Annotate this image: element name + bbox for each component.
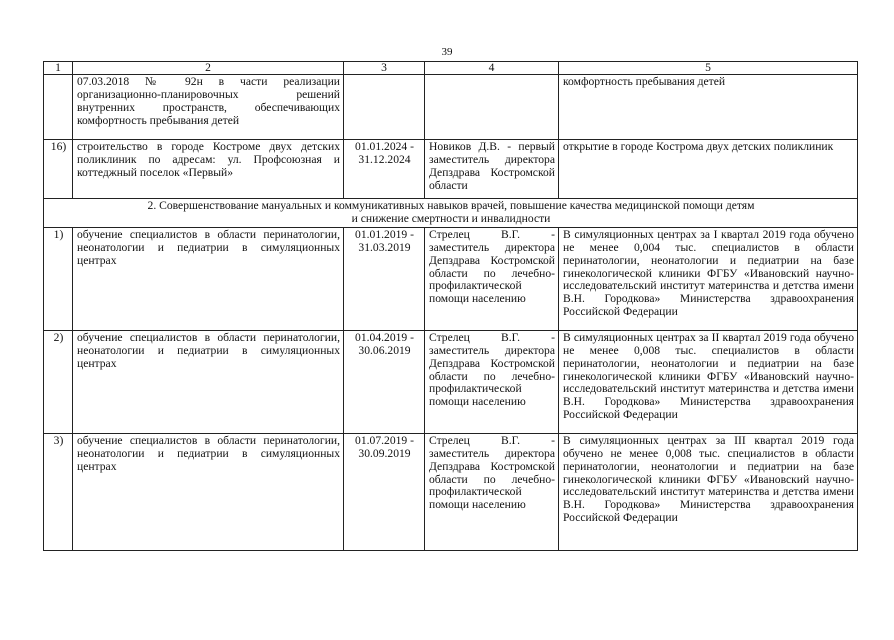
section-row (44, 199, 858, 228)
dates-cell: 01.07.2019 - 30.09.2019 (344, 433, 425, 550)
section-title-line: и снижение смертности и инвалидности (351, 211, 551, 225)
responsible-cell (425, 75, 559, 140)
dates-cell (344, 75, 425, 140)
column-number: 4 (425, 62, 559, 75)
table-row (44, 140, 858, 199)
row-number: 1) (44, 227, 73, 330)
activity-cell: обучение специалистов в области перинатологии, неонатологии и педиатрии в симуляционных центрах (73, 227, 344, 330)
column-number: 5 (559, 62, 858, 75)
activity-cell: обучение специалистов в области перинатологии, неонатологии и педиатрии в симуляционных центрах (73, 330, 344, 433)
table-row (44, 433, 858, 550)
responsible-cell: Новиков Д.В. - первый заместитель директора Депздрава Костромской области (425, 140, 559, 199)
result-cell: В симуляционных центрах за I квартал 2019 года обучено не менее 0,004 тыс. специалистов в области перинатологии, неонатологии и педиатрии на базе гинекологической клиники ФГБУ «Ивановский научно-исследовательский институт материнства и детства имени В.Н. Городкова» Министерства здравоохранения Российской Федерации (559, 227, 858, 330)
row-number: 16) (44, 140, 73, 199)
dates-cell: 01.01.2019 - 31.03.2019 (344, 227, 425, 330)
column-number: 3 (344, 62, 425, 75)
table-row (44, 227, 858, 330)
result-cell: комфортность пребывания детей (559, 75, 858, 140)
activity-cell: обучение специалистов в области перинатологии, неонатологии и педиатрии в симуляционных центрах (73, 433, 344, 550)
dates-cell: 01.04.2019 - 30.06.2019 (344, 330, 425, 433)
measures-table (43, 61, 858, 551)
section-title (44, 199, 858, 228)
responsible-cell: Стрелец В.Г. - заместитель директора Депздрава Костромской области по лечебно-профилактической помощи населению (425, 433, 559, 550)
dates-cell: 01.01.2024 - 31.12.2024 (344, 140, 425, 199)
result-cell: открытие в городе Кострома двух детских поликлиник (559, 140, 858, 199)
activity-cell: 07.03.2018 № 92н в части реализации организационно-планировочных решений внутренних пространств, обеспечивающих комфортность пребывания детей (73, 75, 344, 140)
table-row (44, 330, 858, 433)
section-title-line: 2. Совершенствование мануальных и коммуникативных навыков врачей, повышение качества медицинской помощи детям (147, 199, 755, 212)
column-number: 2 (73, 62, 344, 75)
page-number: 39 (441, 46, 453, 58)
result-cell: В симуляционных центрах за II квартал 2019 года обучено не менее 0,008 тыс. специалистов в области перинатологии, неонатологии и педиатрии на базе гинекологической клиники ФГБУ «Ивановский научно-исследовательский институт материнства и детства имени В.Н. Городкова» Министерства здравоохранения Российской Федерации (559, 330, 858, 433)
row-number: 3) (44, 433, 73, 550)
column-number-row (44, 62, 858, 75)
result-cell: В симуляционных центрах за III квартал 2019 года обучено не менее 0,008 тыс. специалистов в области перинатологии, неонатологии и педиатрии на базе гинекологической клиники ФГБУ «Ивановский научно-исследовательский институт материнства и детства имени В.Н. Городкова» Министерства здравоохранения Российской Федерации (559, 433, 858, 550)
row-number (44, 75, 73, 140)
column-number: 1 (44, 62, 73, 75)
row-number: 2) (44, 330, 73, 433)
responsible-cell: Стрелец В.Г. - заместитель директора Депздрава Костромской области по лечебно-профилактической помощи населению (425, 330, 559, 433)
responsible-cell: Стрелец В.Г. - заместитель директора Депздрава Костромской области по лечебно-профилактической помощи населению (425, 227, 559, 330)
table-row (44, 75, 858, 140)
activity-cell: строительство в городе Костроме двух детских поликлиник по адресам: ул. Профсоюзная и коттеджный поселок «Первый» (73, 140, 344, 199)
